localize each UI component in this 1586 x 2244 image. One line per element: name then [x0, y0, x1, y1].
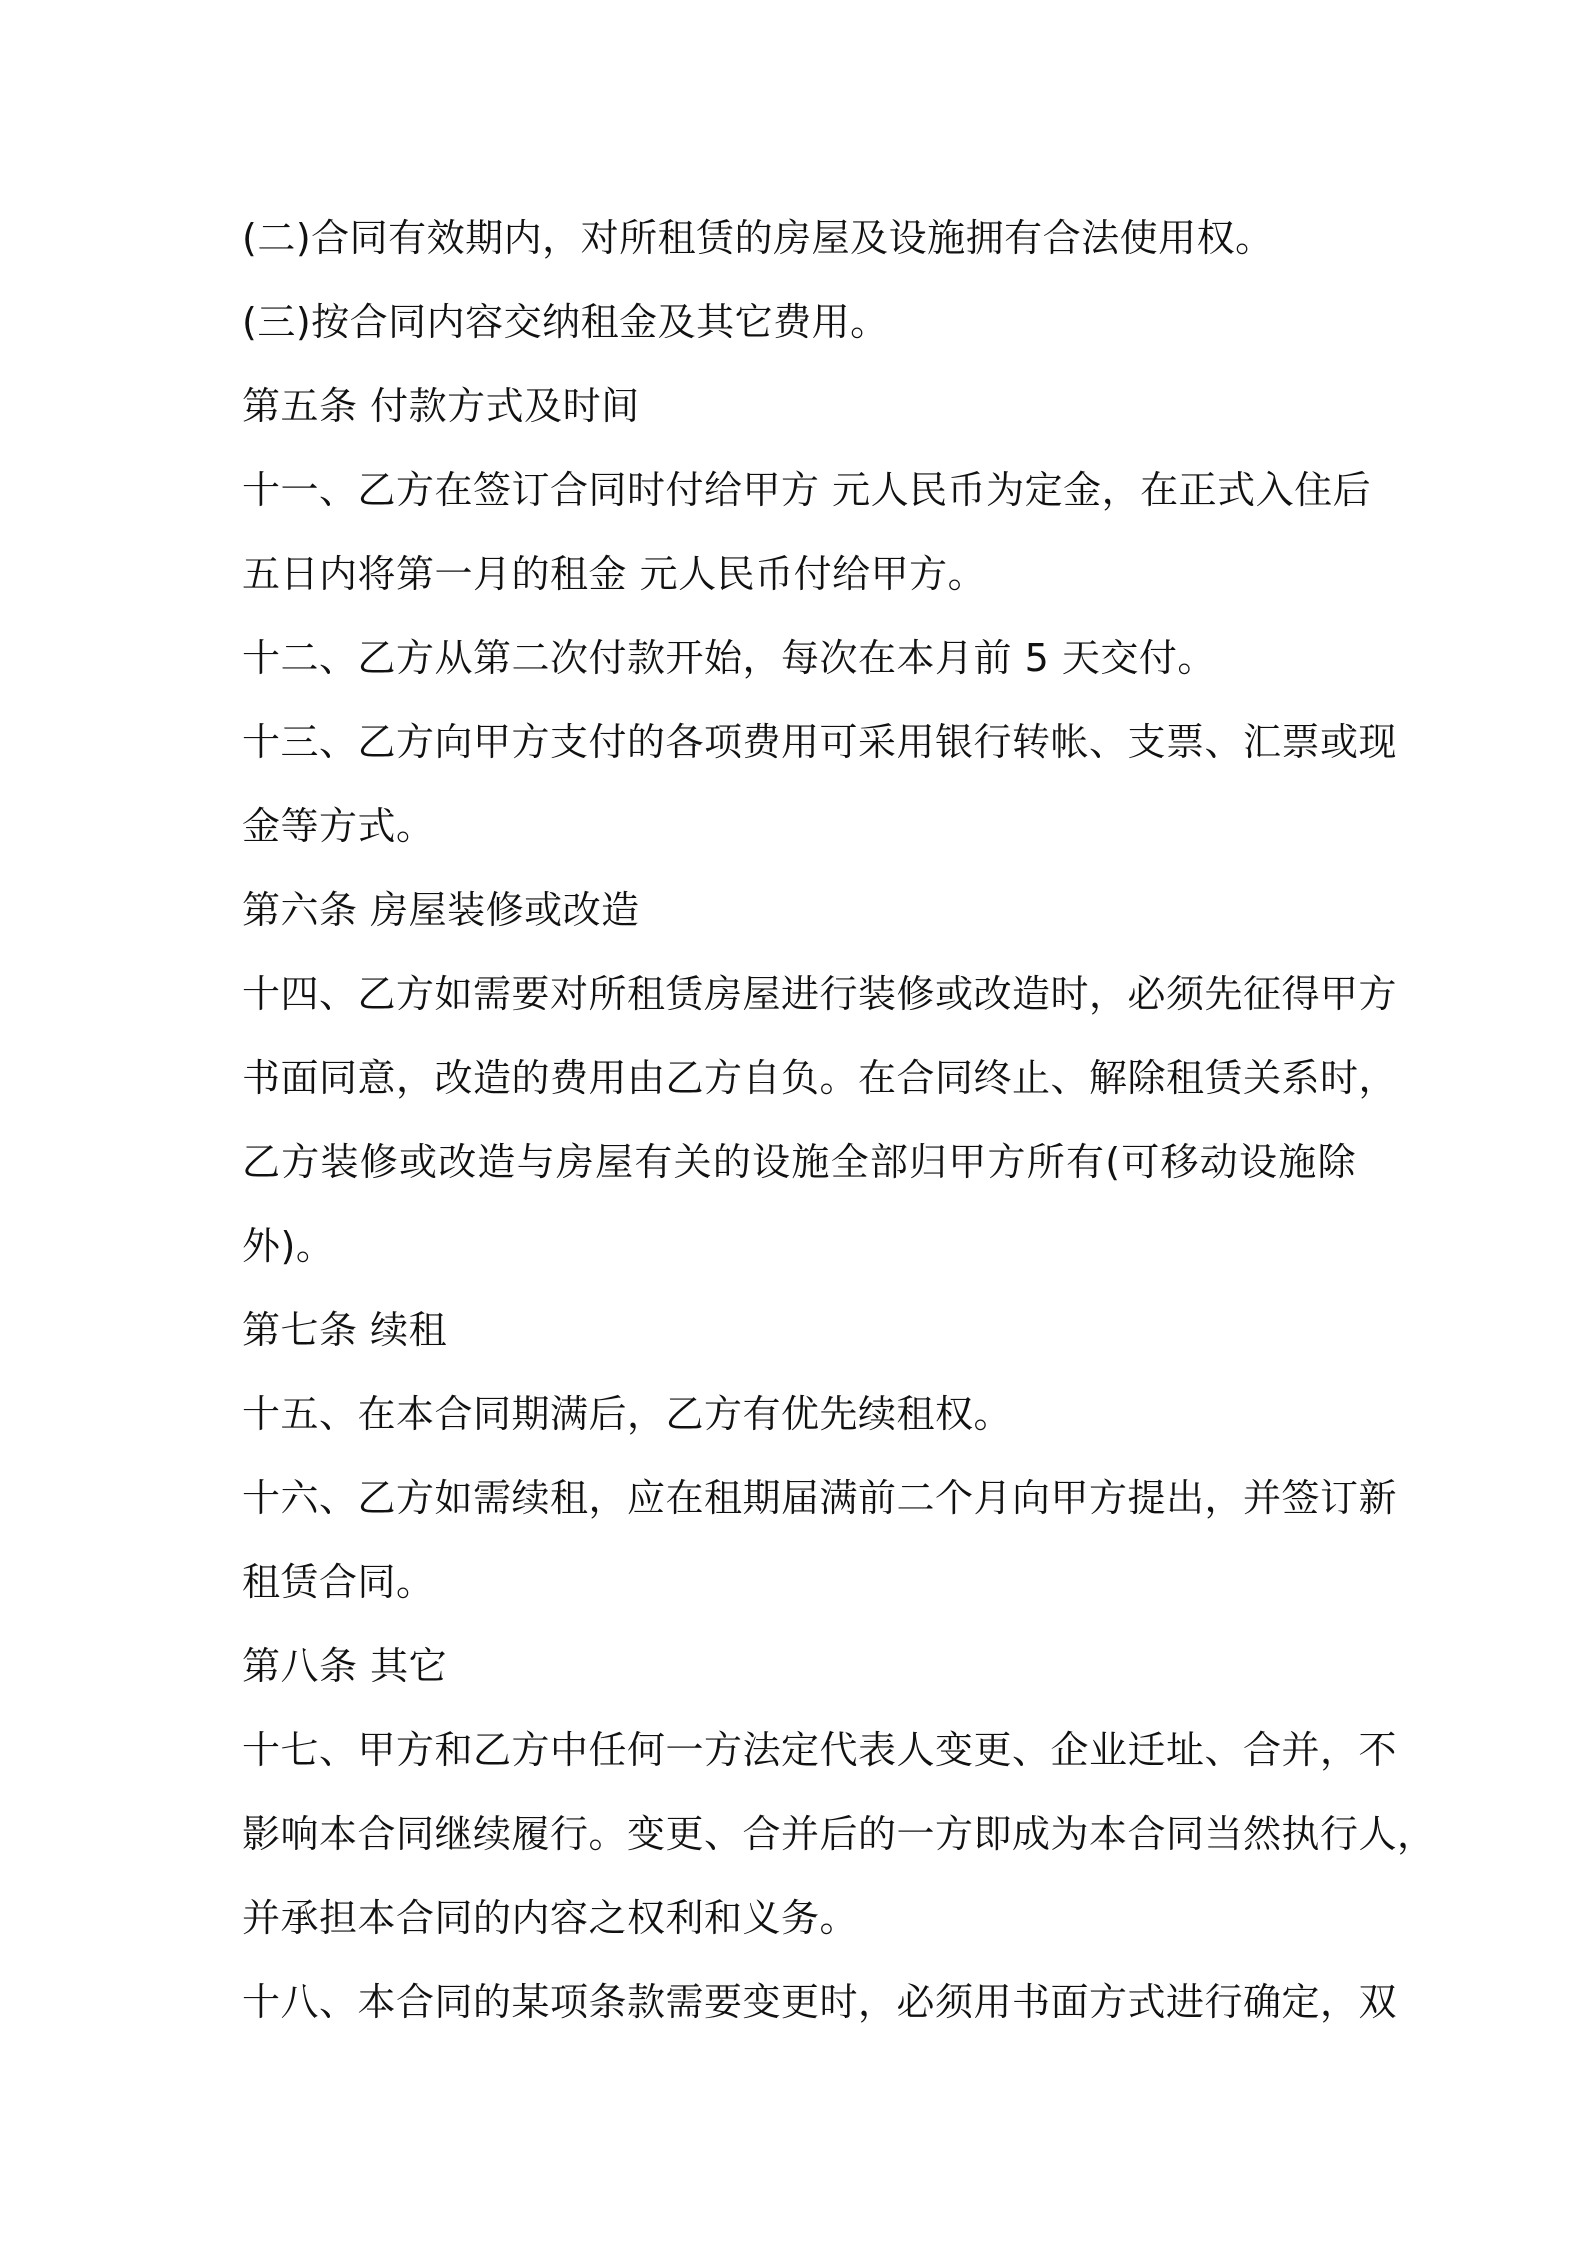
paragraph-line: 影响本合同继续履行。变更、合并后的一方即成为本合同当然执行人， [242, 1812, 1436, 1856]
paragraph-line: 书面同意，改造的费用由乙方自负。在合同终止、解除租赁关系时， [242, 1056, 1398, 1100]
paragraph-line: 十六、乙方如需续租，应在租期届满前二个月向甲方提出，并签订新 [242, 1476, 1398, 1520]
section-heading: 第六条 房屋装修或改造 [242, 888, 640, 932]
paragraph-line: 十七、甲方和乙方中任何一方法定代表人变更、企业迁址、合并，不 [242, 1728, 1398, 1772]
section-heading: 第五条 付款方式及时间 [242, 384, 640, 428]
paragraph-line: 乙方装修或改造与房屋有关的设施全部归甲方所有(可移动设施除 [242, 1140, 1356, 1184]
paragraph-line: 外)。 [242, 1224, 335, 1268]
paragraph-line: 十八、本合同的某项条款需要变更时，必须用书面方式进行确定，双 [242, 1980, 1398, 2024]
paragraph-line: 金等方式。 [242, 804, 435, 848]
paragraph-line: 并承担本合同的内容之权利和义务。 [242, 1896, 859, 1940]
paragraph-line: 十四、乙方如需要对所租赁房屋进行装修或改造时，必须先征得甲方 [242, 972, 1398, 1016]
paragraph-line: (三)按合同内容交纳租金及其它费用。 [242, 300, 889, 344]
paragraph-line: 十一、乙方在签订合同时付给甲方 元人民币为定金，在正式入住后 [242, 468, 1372, 512]
section-heading: 第七条 续租 [242, 1308, 448, 1352]
paragraph-line: 租赁合同。 [242, 1560, 435, 1604]
paragraph-line: 十三、乙方向甲方支付的各项费用可采用银行转帐、支票、汇票或现 [242, 720, 1398, 764]
document-page [242, 196, 1436, 2044]
section-heading: 第八条 其它 [242, 1644, 448, 1688]
paragraph-line: 五日内将第一月的租金 元人民币付给甲方。 [242, 552, 987, 596]
paragraph-line: (二)合同有效期内，对所租赁的房屋及设施拥有合法使用权。 [242, 216, 1274, 260]
paragraph-line: 十二、乙方从第二次付款开始，每次在本月前 5 天交付。 [242, 636, 1216, 680]
paragraph-line: 十五、在本合同期满后，乙方有优先续租权。 [242, 1392, 1013, 1436]
